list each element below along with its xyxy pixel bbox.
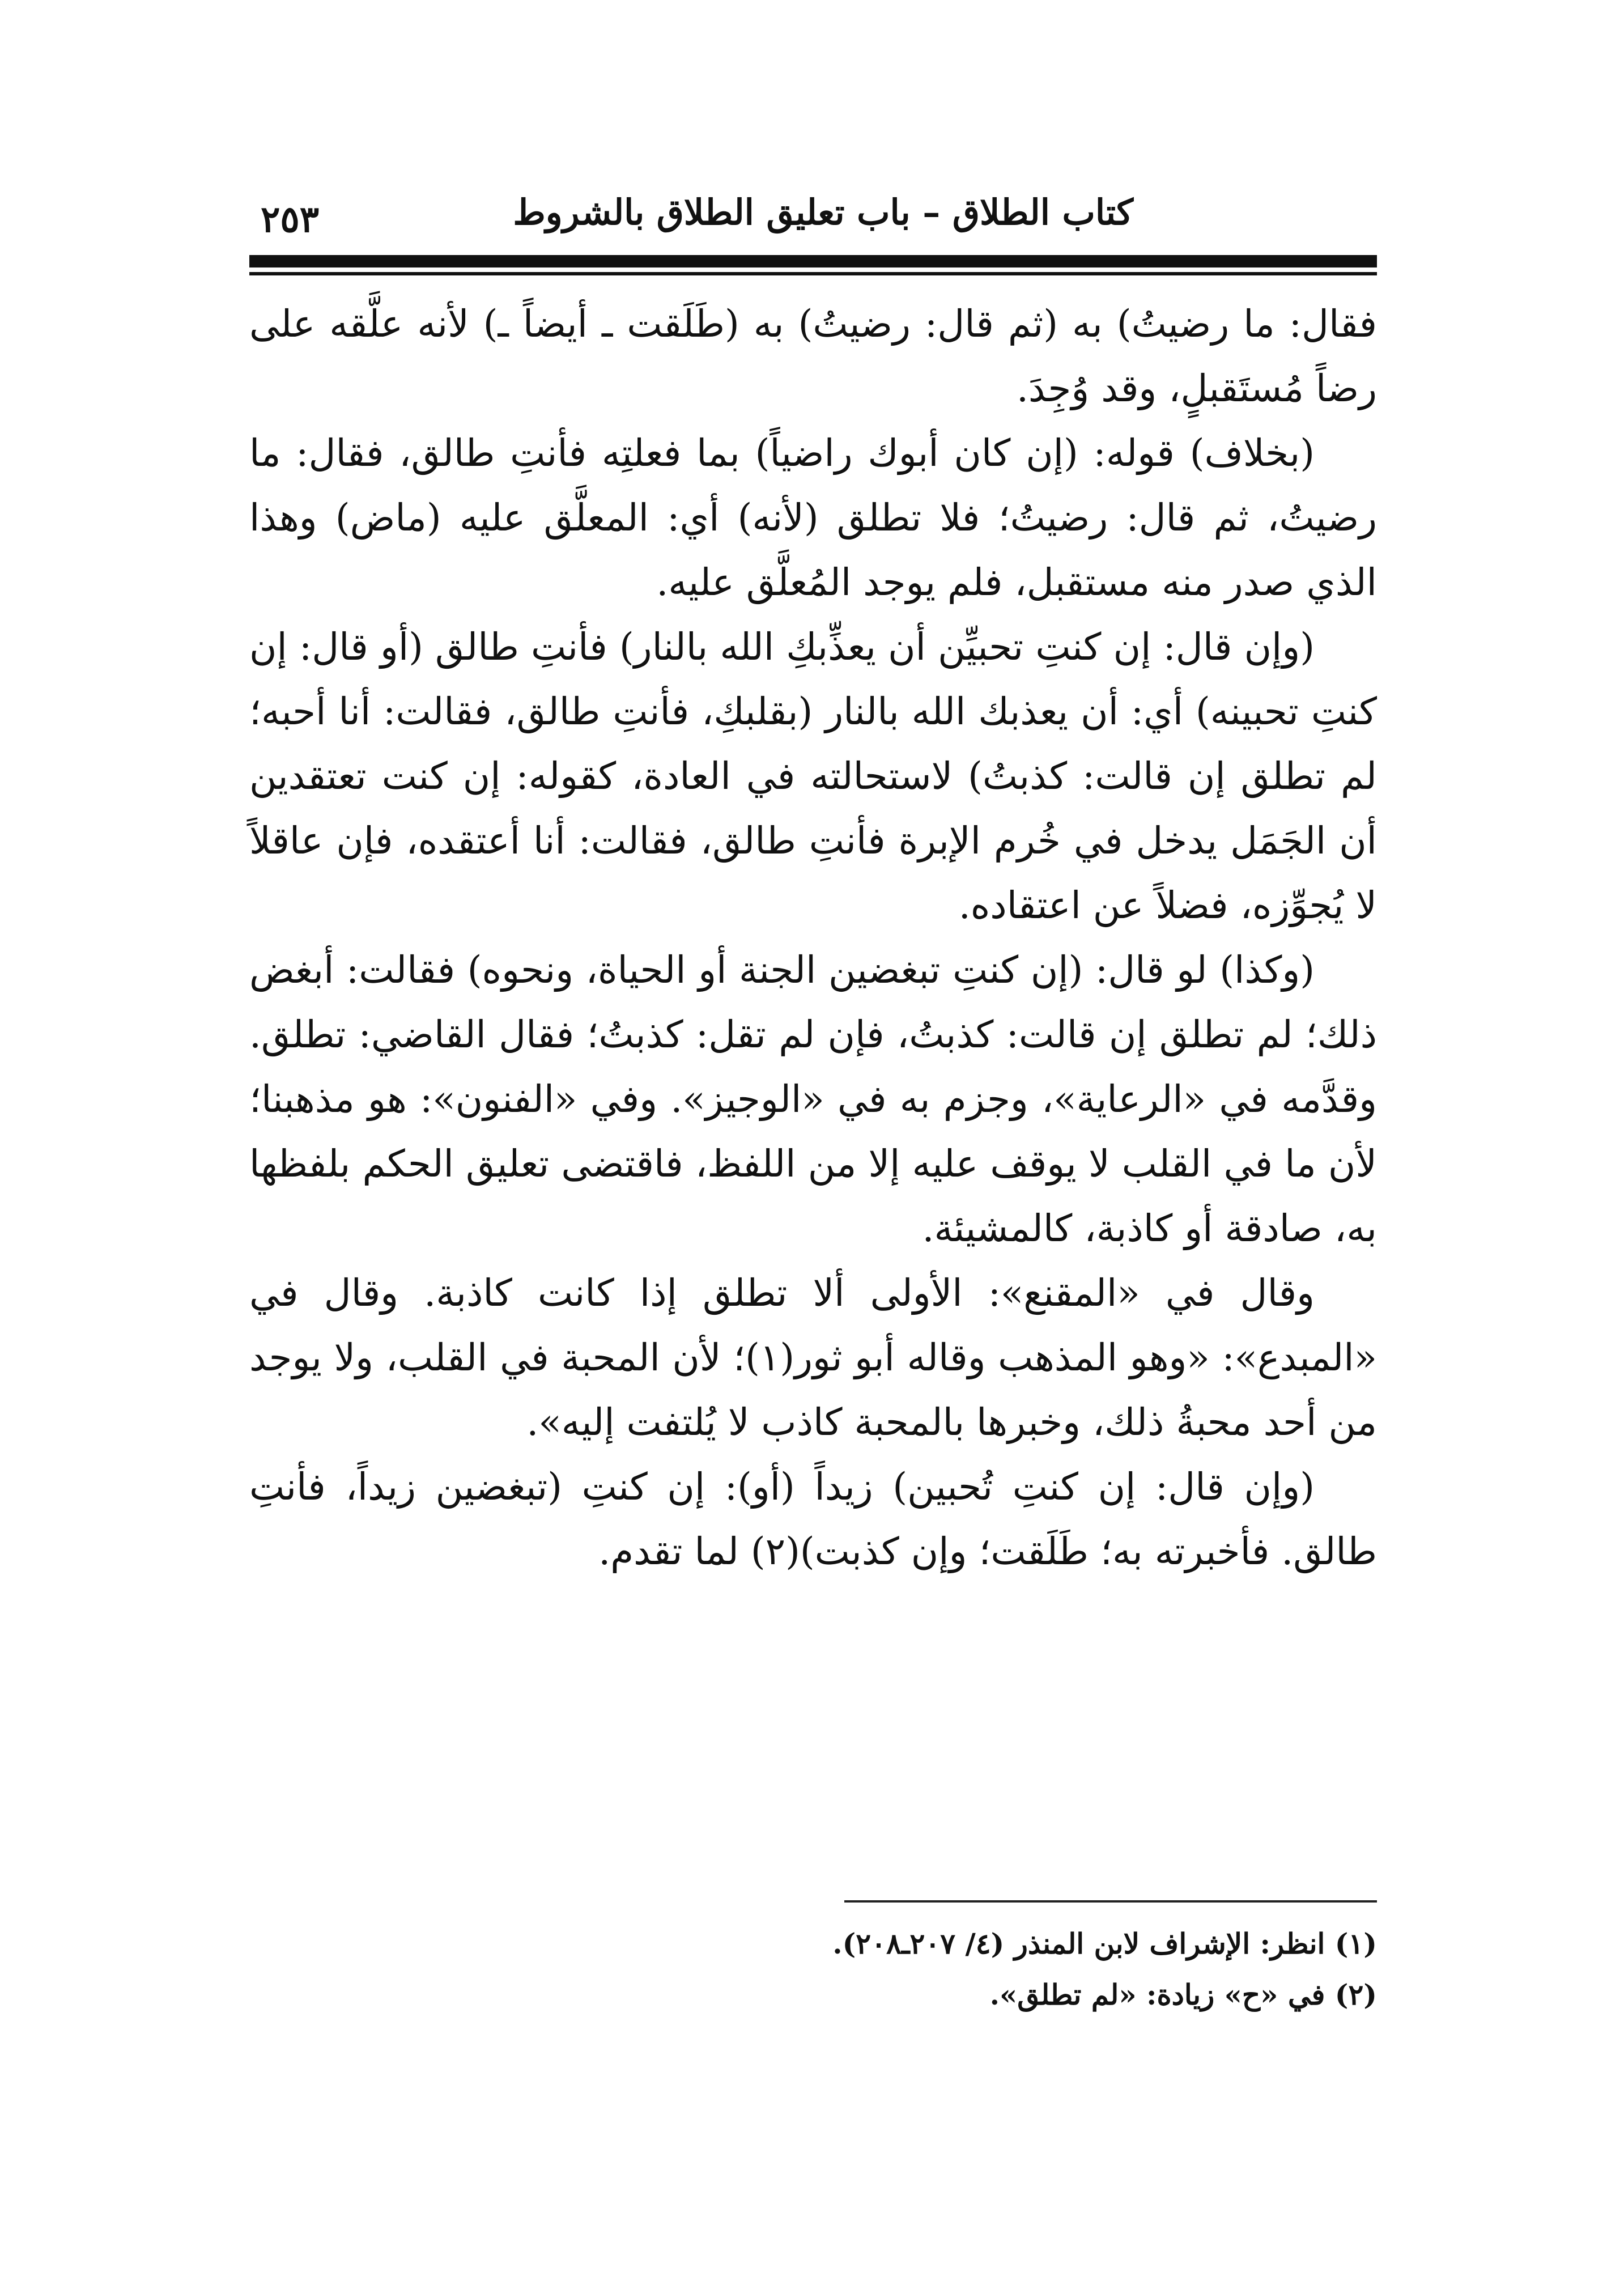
paragraph: فقال: ما رضيتُ) به (ثم قال: رضيتُ) به (طَلَقت ـ أيضاً ـ) لأنه علَّقه على رضاً مُستَقبلٍ، وقد وُجِدَ. xyxy=(249,302,1377,410)
footnotes xyxy=(567,1918,1377,2020)
footnote: (١) انظر: الإشراف لابن المنذر (٤/ ٢٠٧ـ٢٠٨). xyxy=(832,1927,1377,1960)
paragraph: (وإن قال: إن كنتِ تحبيِّن أن يعذِّبكِ الله بالنار) فأنتِ طالق (أو قال: إن كنتِ تحبينه) أي: أن يعذبك الله بالنار (بقلبكِ، فأنتِ طالق، فقالت: أنا أحبه؛ لم تطلق إن قالت: كذبتُ) لاستحالته في العادة، كقوله: إن كنت تعتقدين أن الجَمَل يدخل في خُرم الإبرة فأنتِ طالق، فقالت: أنا أعتقده، فإن عاقلاً لا يُجوِّزه، فضلاً عن اعتقاده. xyxy=(249,625,1377,927)
header-rule-thin xyxy=(249,272,1377,275)
header-rule-thick xyxy=(249,255,1377,267)
paragraph: (بخلاف) قوله: (إن كان أبوك راضياً) بما فعلتِه فأنتِ طالق، فقال: ما رضيتُ، ثم قال: رضيتُ؛ فلا تطلق (لأنه) أي: المعلَّق عليه (ماض) وهذا الذي صدر منه مستقبل، فلم يوجد المُعلَّق عليه. xyxy=(249,431,1377,604)
footnote: (٢) في «ح» زيادة: «لم تطلق». xyxy=(989,1978,1377,2011)
main-text xyxy=(249,292,1377,1584)
footnote-separator xyxy=(844,1900,1377,1903)
paragraph: (وإن قال: إن كنتِ تُحبين) زيداً (أو): إن كنتِ (تبغضين زيداً، فأنتِ طالق. فأخبرته به؛ طَلَقت؛ وإن كذبت)(٢) لما تقدم. xyxy=(249,1465,1377,1573)
paragraph: وقال في «المقنع»: الأولى ألا تطلق إذا كانت كاذبة. وقال في «المبدع»: «وهو المذهب وقاله أبو ثور(١)؛ لأن المحبة في القلب، ولا يوجد من أحد محبةُ ذلك، وخبرها بالمحبة كاذب لا يُلتفت إليه». xyxy=(249,1271,1377,1444)
paragraph: (وكذا) لو قال: (إن كنتِ تبغضين الجنة أو الحياة، ونحوه) فقالت: أبغض ذلك؛ لم تطلق إن قالت: كذبتُ، فإن لم تقل: كذبتُ؛ فقال القاضي: تطلق. وقدَّمه في «الرعاية»، وجزم به في «الوجيز». وفي «الفنون»: هو مذهبنا؛ لأن ما في القلب لا يوقف عليه إلا من اللفظ، فاقتضى تعليق الحكم بلفظها به، صادقة أو كاذبة، كالمشيئة. xyxy=(249,948,1377,1250)
page-header xyxy=(249,181,1377,249)
page-number: ٢٥٣ xyxy=(261,198,320,241)
running-title: كتاب الطلاق – باب تعليق الطلاق بالشروط xyxy=(513,192,1133,233)
